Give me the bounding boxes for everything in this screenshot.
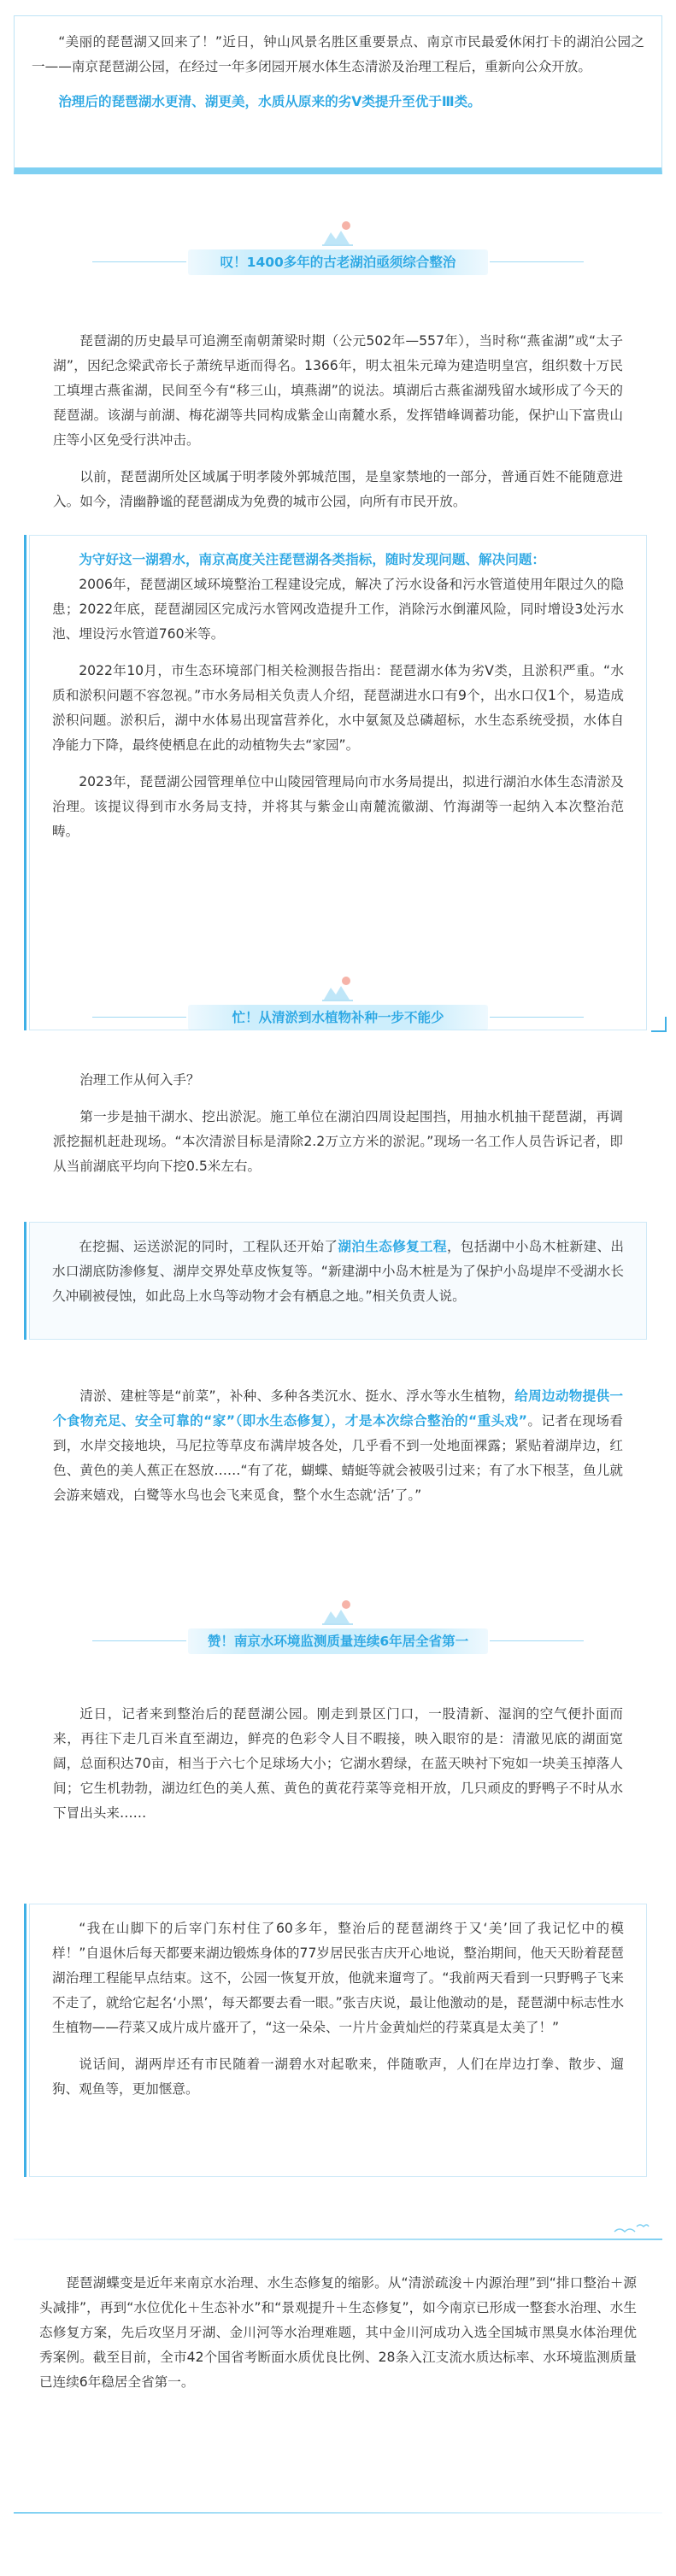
final-bottom-rule bbox=[14, 2512, 662, 2514]
final-box bbox=[14, 2220, 662, 2553]
restoration-text-b: ，包括湖中小岛木桩新建、出水口湖底防渗修复、湖岸交界处草皮恢复等。“新建湖中小岛木桩是为了保护小岛堤岸不受湖水长久冲刷被侵蚀，如此岛上水鸟等动物才会有栖息之地。”相关负责人说。 bbox=[52, 1239, 624, 1304]
section-3-text bbox=[53, 1702, 623, 1826]
park-paragraph: 以前，琵琶湖所处区域属于明孝陵外郭城范围，是皇家禁地的一部分，普通百姓不能随意进入。如今，清幽静谧的琵琶湖成为免费的城市公园，向所有市民开放。 bbox=[53, 469, 623, 509]
monitoring-highlight: 为守好这一湖碧水，南京高度关注琵琶湖各类指标，随时发现问题、解决问题： bbox=[79, 552, 545, 567]
restoration-paragraph bbox=[52, 1235, 624, 1309]
pagoda-decoration-icon bbox=[320, 1598, 355, 1627]
section-2-text-b bbox=[53, 1384, 623, 1508]
monitoring-paragraph-2: 2022年10月，市生态环境部门相关检测报告指出：琵琶湖水体为劣Ⅴ类，且淤积严重。“水质和淤积问题不容忽视。”市水务局相关负责人介绍，琵琶湖进水口有9个，出水口仅1个，易造成淤积问题。淤积后，湖中水体易出现富营养化，水中氨氮及总磷超标，水生态系统受损，水体自净能力下降，最终使栖息在此的动植物失去“家园”。 bbox=[52, 663, 624, 753]
resident-paragraph-2: 说话间，湖两岸还有市民随着一湖碧水对起歌来，伴随歌声，人们在岸边打拳、散步、遛狗、观鱼等，更加惬意。 bbox=[52, 2057, 624, 2097]
planting-text-a: 清淤、建桩等是“前菜”，补种、多种各类沉水、挺水、浮水等水生植物， bbox=[79, 1388, 515, 1404]
resident-paragraph-1: “我在山脚下的后宰门东村住了60多年，整治后的琵琶湖终于又‘美’回了我记忆中的模样！”自退休后每天都要来湖边锻炼身体的77岁居民张吉庆开心地说，整治期间，他天天盼着琵琶湖治理工程能早点结束。这不，公园一恢复开放，他就来遛弯了。“我前两天看到一只野鸭子飞来不走了，就给它起名‘小黑’，每天都要去看一眼。”张吉庆说，最让他激动的是，琵琶湖中标志性水生植物——荇菜又成片成片盛开了，“这一朵朵、一片片金黄灿烂的荇菜真是太美了！” bbox=[52, 1921, 624, 2035]
monitoring-box bbox=[29, 535, 647, 1030]
section-header-2 bbox=[0, 972, 676, 1049]
section-title-3: 赞！南京水环境监测质量连续6年居全省第一 bbox=[188, 1628, 488, 1654]
section-2-text bbox=[53, 1068, 623, 1179]
section-title-2: 忙！从清淤到水植物补种一步不能少 bbox=[188, 1005, 488, 1030]
restoration-highlight: 湖泊生态修复工程 bbox=[338, 1239, 447, 1254]
box-accent-bar bbox=[24, 535, 26, 1030]
history-paragraph: 琵琶湖的历史最早可追溯至南朝萧梁时期（公元502年—557年），当时称“燕雀湖”或“太子湖”，因纪念梁武帝长子萧统早逝而得名。1366年，明太祖朱元璋为建造明皇宫，组织数十万民工填埋古燕雀湖，民间至今有“移三山，填燕湖”的说法。填湖后古燕雀湖残留水域形成了今天的琵琶湖。该湖与前湖、梅花湖等共同构成紫金山南麓水系，发挥错峰调蓄功能，保护山下富贵山庄等小区免受行洪冲击。 bbox=[53, 333, 623, 448]
planting-text-b: 。记者在现场看到，水岸交接地块，马尼拉等草皮布满岸坡各处，几乎看不到一处地面裸露；紧贴着湖岸边，红色、黄色的美人蕉正在怒放……“有了花，蝴蝶、蜻蜓等就会被吸引过来；有了水下根茎，鱼儿就会游来嬉戏，白鹭等水鸟也会飞来觅食，整个水生态就‘活’了。” bbox=[53, 1413, 623, 1503]
monitoring-paragraph-1: 2006年，琵琶湖区域环境整治工程建设完成，解决了污水设备和污水管道使用年限过久的隐患；2022年底，琵琶湖园区完成污水管网改造提升工作，消除污水倒灌风险，同时增设3处污水池、埋设污水管道760米等。 bbox=[52, 577, 624, 642]
intro-box bbox=[14, 15, 662, 174]
question-paragraph: 治理工作从何入手？ bbox=[79, 1072, 200, 1088]
planting-highlight: 给周边动物提供一个食物充足、安全可靠的“家”（即水生态修复），才是本次综合整治的“重头戏” bbox=[53, 1388, 623, 1429]
intro-highlight: 治理后的琵琶湖水更清、湖更美，水质从原来的劣Ⅴ类提升至优于Ⅲ类。 bbox=[58, 94, 481, 109]
section-title-1: 叹！1400多年的古老湖泊亟须综合整治 bbox=[188, 249, 488, 275]
section-header-1 bbox=[0, 217, 676, 294]
summary-paragraph: 琵琶湖蝶变是近年来南京水治理、水生态修复的缩影。从“清淤疏浚＋内源治理”到“排口整治＋源头减排”，再到“水位优化＋生态补水”和“景观提升＋生态修复”，如今南京已形成一整套水治理、水生态修复方案，先后攻坚月牙湖、金川河等水治理难题，其中金川河成功入选全国城市黑臭水体治理优秀案例。截至目前，全市42个国省考断面水质优良比例、28条入江支流水质达标率、水环境监测质量已连续6年稳居全省第一。 bbox=[39, 2275, 637, 2390]
visit-paragraph: 近日，记者来到整治后的琵琶湖公园。刚走到景区门口，一股清新、湿润的空气便扑面而来，再往下走几百米直至湖边，鲜亮的色彩令人目不暇接，映入眼帘的是：清澈见底的湖面宽阔，总面积达70亩，相当于六七个足球场大小；它湖水碧绿，在蓝天映衬下宛如一块美玉掉落人间；它生机勃勃，湖边红色的美人蕉、黄色的黄花荇菜等竞相开放，几只顽皮的野鸭子不时从水下冒出头来…… bbox=[53, 1706, 623, 1821]
section-1-text bbox=[53, 329, 623, 514]
bird-decoration-icon bbox=[611, 2220, 650, 2239]
monitoring-paragraph-3: 2023年，琵琶湖公园管理单位中山陵园管理局向市水务局提出，拟进行湖泊水体生态清淤及治理。该提议得到市水务局支持，并将其与紫金山南麓流徽湖、竹海湖等一起纳入本次整治范畴。 bbox=[52, 774, 624, 839]
restoration-box bbox=[29, 1222, 647, 1340]
pagoda-decoration-icon bbox=[320, 974, 355, 1003]
section-header-3 bbox=[0, 1596, 676, 1673]
box-accent-bar bbox=[24, 1222, 26, 1340]
intro-paragraph: “美丽的琵琶湖又回来了！”近日，钟山风景名胜区重要景点、南京市民最爱休闲打卡的湖泊公园之一——南京琵琶湖公园，在经过一年多闭园开展水体生态清淤及治理工程后，重新向公众开放。 bbox=[32, 34, 644, 74]
dredging-paragraph: 第一步是抽干湖水、挖出淤泥。施工单位在湖泊四周设起围挡，用抽水机抽干琵琶湖，再调派挖掘机赶赴现场。“本次清淤目标是清除2.2万立方米的淤泥。”现场一名工作人员告诉记者，即从当前湖底平均向下挖0.5米左右。 bbox=[53, 1109, 623, 1174]
resident-box bbox=[29, 1904, 647, 2177]
final-text bbox=[39, 2271, 637, 2395]
pagoda-decoration-icon bbox=[320, 219, 355, 248]
box-accent-bar bbox=[24, 1904, 26, 2177]
final-top-rule bbox=[14, 2239, 662, 2240]
planting-paragraph bbox=[53, 1384, 623, 1508]
restoration-text-a: 在挖掘、运送淤泥的同时，工程队还开始了 bbox=[79, 1239, 338, 1254]
